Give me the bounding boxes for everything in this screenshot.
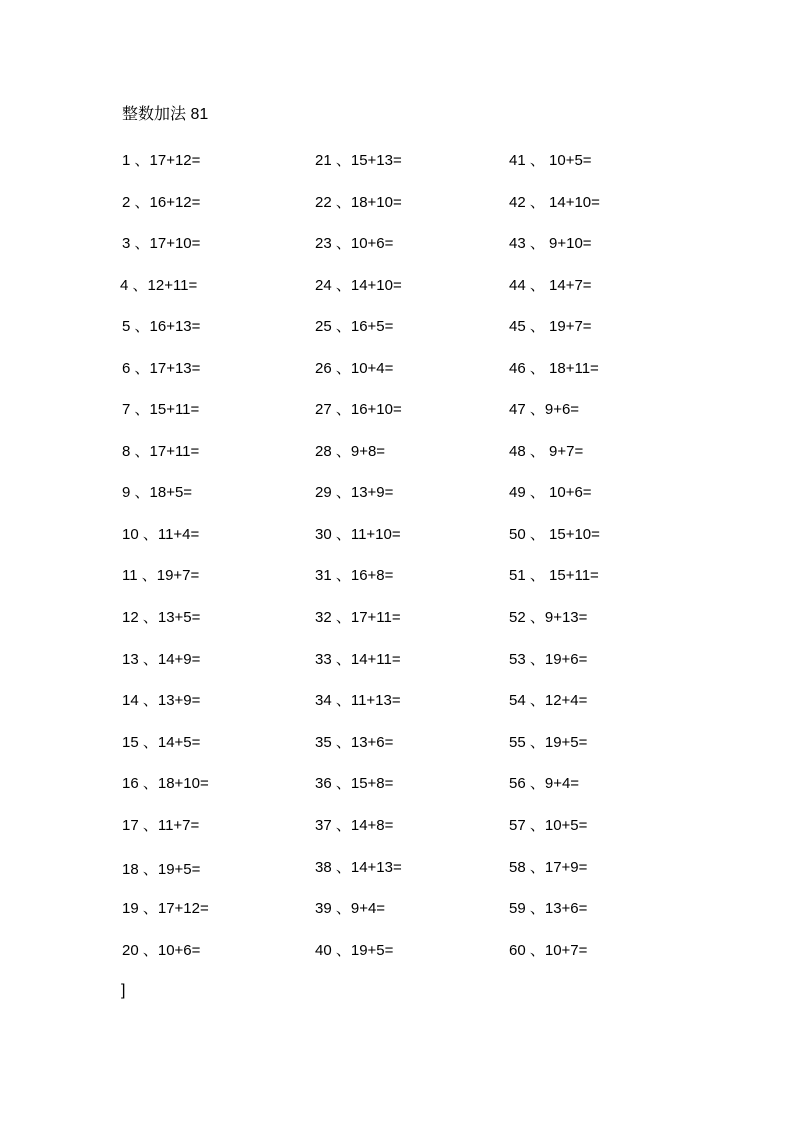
- problem-item: 21 、15+13=: [315, 152, 402, 169]
- problem-item: 26 、10+4=: [315, 360, 394, 377]
- problem-item: 41 、 10+5=: [509, 152, 592, 169]
- problem-item: 29 、13+9=: [315, 484, 394, 501]
- problem-item: 10 、11+4=: [122, 526, 200, 543]
- problem-item: 5 、16+13=: [122, 318, 201, 335]
- problem-item: 4 、12+11=: [120, 277, 198, 294]
- problem-item: 47 、9+6=: [509, 401, 580, 418]
- problem-item: 57 、10+5=: [509, 817, 588, 834]
- problem-item: 51 、 15+11=: [509, 567, 599, 584]
- problem-item: 8 、17+11=: [122, 443, 200, 460]
- problem-item: 6 、17+13=: [122, 360, 201, 377]
- problem-item: 24 、14+10=: [315, 277, 402, 294]
- problem-item: 53 、19+6=: [509, 651, 588, 668]
- problem-item: 45 、 19+7=: [509, 318, 592, 335]
- problem-item: 58 、17+9=: [509, 859, 588, 876]
- problem-item: 48 、 9+7=: [509, 443, 584, 460]
- problem-item: 7 、15+11=: [122, 401, 200, 418]
- problem-item: 54 、12+4=: [509, 692, 588, 709]
- problem-item: 49 、 10+6=: [509, 484, 592, 501]
- problem-item: 44 、 14+7=: [509, 277, 592, 294]
- problem-item: 55 、19+5=: [509, 734, 588, 751]
- closing-bracket: ]: [121, 982, 126, 999]
- problem-item: 12 、13+5=: [122, 609, 201, 626]
- problem-item: 11 、19+7=: [122, 567, 200, 584]
- problem-item: 2 、16+12=: [122, 194, 201, 211]
- problem-item: 3 、17+10=: [122, 235, 201, 252]
- problem-item: 27 、16+10=: [315, 401, 402, 418]
- problem-item: 32 、17+11=: [315, 609, 401, 626]
- problem-item: 59 、13+6=: [509, 900, 588, 917]
- problem-item: 31 、16+8=: [315, 567, 394, 584]
- problem-item: 33 、14+11=: [315, 651, 401, 668]
- problem-item: 20 、10+6=: [122, 942, 201, 959]
- problem-item: 15 、14+5=: [122, 734, 201, 751]
- problem-item: 42 、 14+10=: [509, 194, 600, 211]
- problem-item: 43 、 9+10=: [509, 235, 592, 252]
- problem-item: 37 、14+8=: [315, 817, 394, 834]
- problem-item: 9 、18+5=: [122, 484, 193, 501]
- problem-item: 28 、9+8=: [315, 443, 386, 460]
- problem-item: 46 、 18+11=: [509, 360, 599, 377]
- problem-item: 25 、16+5=: [315, 318, 394, 335]
- problem-item: 13 、14+9=: [122, 651, 201, 668]
- problem-item: 1 、17+12=: [122, 152, 201, 169]
- problem-item: 18 、19+5=: [122, 861, 201, 878]
- problem-item: 16 、18+10=: [122, 775, 209, 792]
- problem-item: 17 、11+7=: [122, 817, 200, 834]
- worksheet-title: 整数加法 81: [122, 106, 209, 123]
- problem-item: 39 、9+4=: [315, 900, 386, 917]
- problem-item: 60 、10+7=: [509, 942, 588, 959]
- problem-item: 56 、9+4=: [509, 775, 580, 792]
- problem-item: 40 、19+5=: [315, 942, 394, 959]
- problem-item: 34 、11+13=: [315, 692, 401, 709]
- problem-item: 14 、13+9=: [122, 692, 201, 709]
- problem-item: 35 、13+6=: [315, 734, 394, 751]
- problem-item: 38 、14+13=: [315, 859, 402, 876]
- problem-item: 30 、11+10=: [315, 526, 401, 543]
- problem-item: 36 、15+8=: [315, 775, 394, 792]
- problem-item: 50 、 15+10=: [509, 526, 600, 543]
- problem-item: 23 、10+6=: [315, 235, 394, 252]
- problem-item: 19 、17+12=: [122, 900, 209, 917]
- problem-item: 22 、18+10=: [315, 194, 402, 211]
- problem-item: 52 、9+13=: [509, 609, 588, 626]
